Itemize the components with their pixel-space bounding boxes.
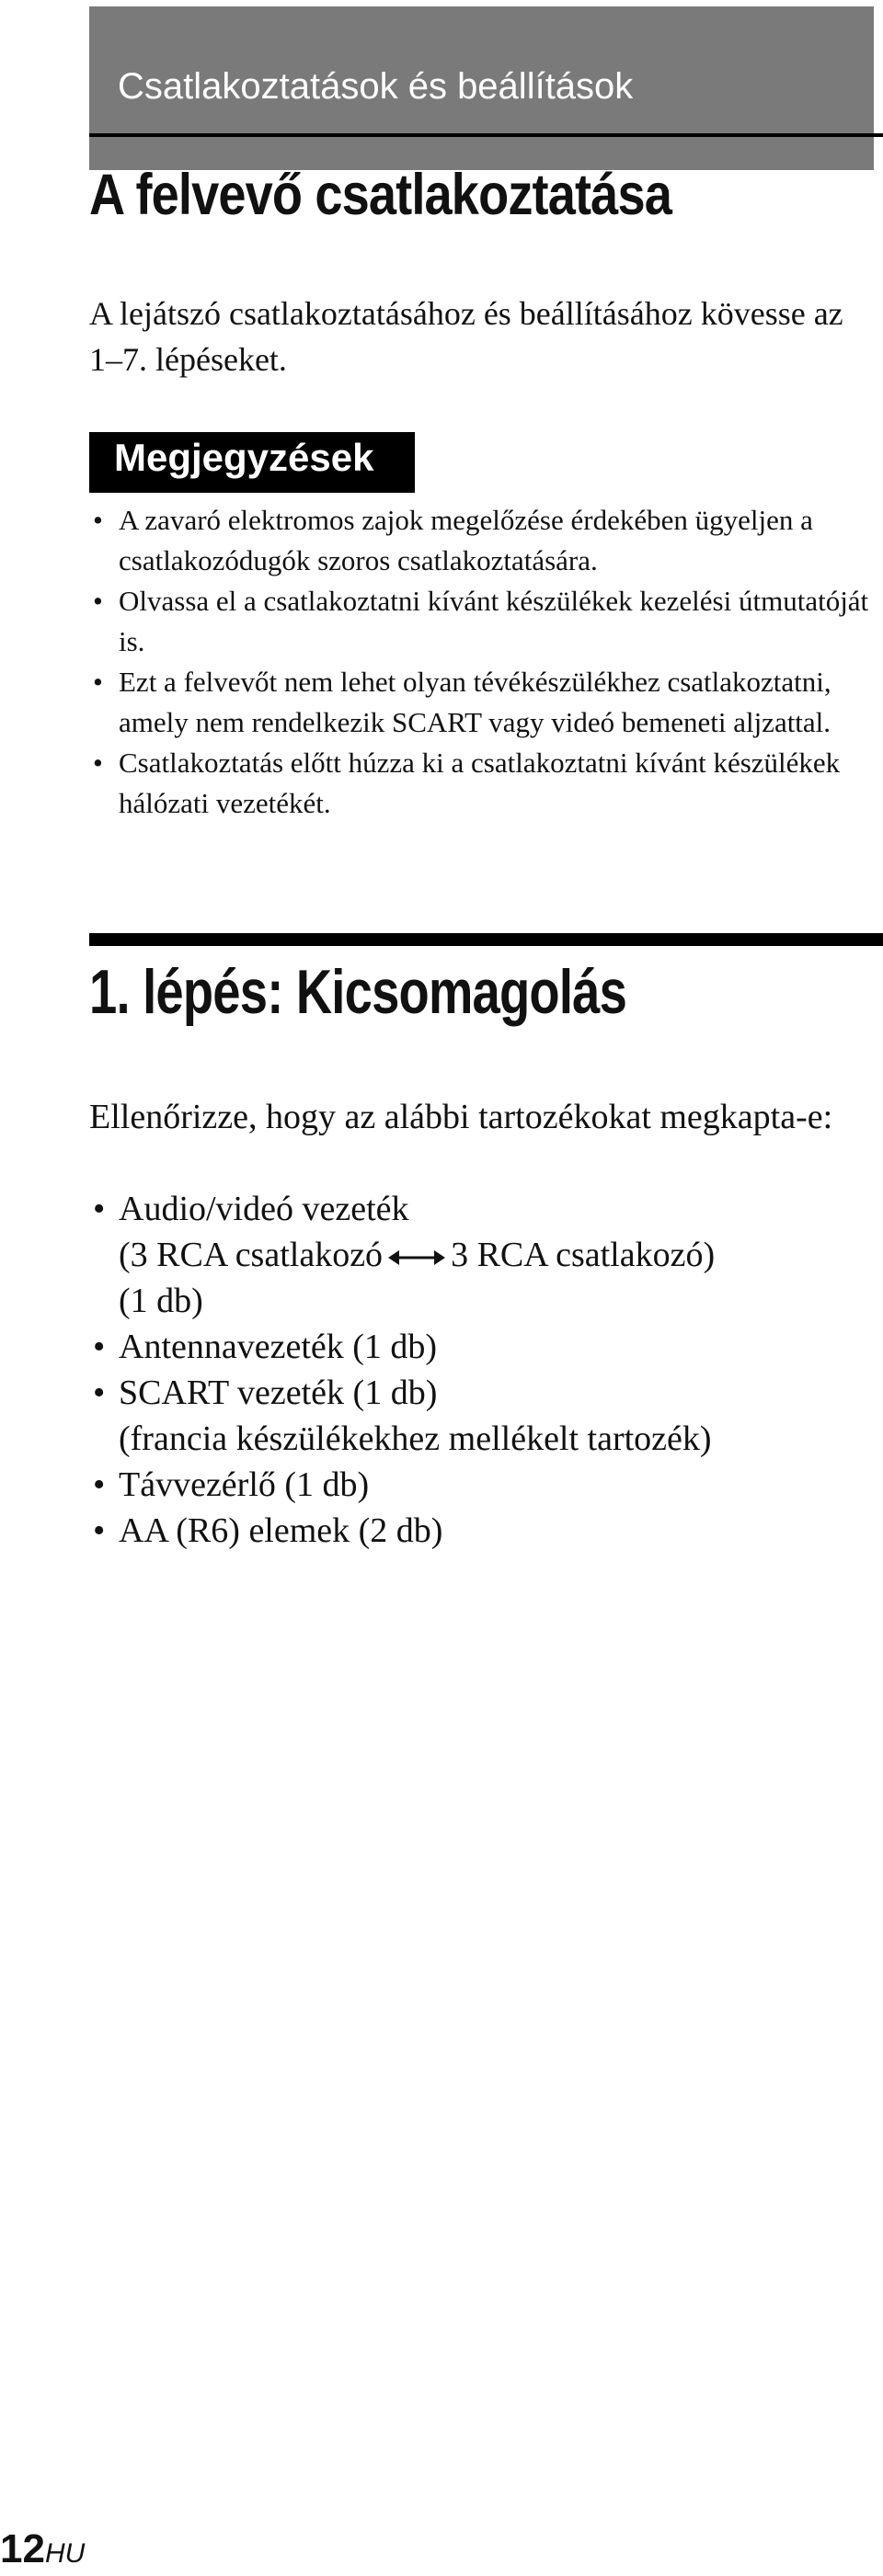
accessory-connector-detail (119, 1232, 880, 1278)
page-language: HU (44, 2538, 86, 2569)
accessories-list (89, 1186, 880, 1554)
accessory-item-remote: • Távvezérlő (1 db) (89, 1462, 880, 1508)
accessory-item-scart (89, 1370, 880, 1462)
double-arrow-icon (388, 1248, 445, 1268)
note-item: • Olvassa el a csatlakoztatni kívánt készülékek kezelési útmutatóját is. (89, 581, 880, 662)
accessory-item-antenna: • Antennavezeték (1 db) (89, 1324, 880, 1370)
notes-title: Megjegyzések (114, 436, 374, 479)
note-item: • A zavaró elektromos zajok megelőzése érdekében ügyeljen a csatlakozódugók szoros csatlakoztatására. (89, 500, 880, 581)
accessory-item-av-cable (89, 1186, 880, 1324)
connector-left: (3 RCA csatlakozó (119, 1236, 384, 1274)
intro-text: A lejátszó csatlakoztatásához és beállításához kövesse az 1–7. lépéseket. (89, 295, 843, 378)
section-header-rule (89, 133, 883, 137)
accessory-label: • SCART vezeték (1 db) (119, 1373, 438, 1412)
note-item: • Ezt a felvevőt nem lehet olyan tévékészülékhez csatlakoztatni, amely nem rendelkezik SCART vagy videó bemeneti aljzattal. (89, 662, 880, 743)
step-divider (89, 933, 883, 946)
page-title: A felvevő csatlakoztatása (89, 163, 672, 227)
section-title: Csatlakoztatások és beállítások (118, 66, 634, 107)
step-intro-text: Ellenőrizze, hogy az alábbi tartozékokat megkapta-e: (89, 1098, 833, 1136)
accessory-label: • Audio/videó vezeték (119, 1190, 409, 1228)
accessory-item-batteries: • AA (R6) elemek (2 db) (89, 1508, 880, 1554)
connector-right: 3 RCA csatlakozó) (451, 1236, 716, 1274)
notes-list (89, 500, 880, 824)
note-item: • Csatlakoztatás előtt húzza ki a csatlakoztatni kívánt készülékek hálózati vezetékét. (89, 743, 880, 824)
step-title: 1. lépés: Kicsomagolás (89, 957, 627, 1027)
accessory-quantity: (1 db) (119, 1282, 203, 1320)
accessory-detail: (francia készülékekhez mellékelt tartozék) (119, 1419, 712, 1458)
page-number (0, 2526, 85, 2572)
page-number-value: 12 (0, 2526, 45, 2571)
